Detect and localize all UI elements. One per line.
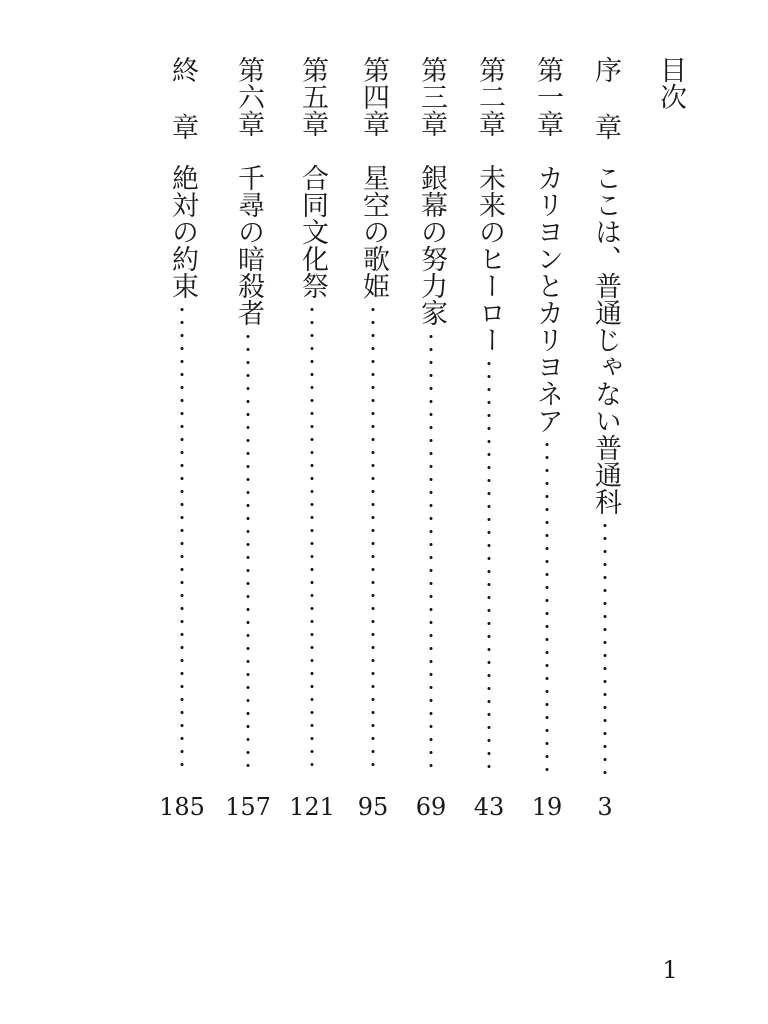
page-number: 121 <box>289 793 335 821</box>
chapter-label: 第六章 <box>233 56 264 137</box>
dot-leader <box>545 438 549 774</box>
chapter-title-row <box>162 164 202 774</box>
dot-leader <box>603 519 607 774</box>
dot-leader <box>429 330 433 774</box>
chapter-title: 星空の歌姫 <box>358 164 389 299</box>
chapter-title: 合同文化祭 <box>297 164 328 299</box>
chapter-title: 銀幕の努力家 <box>416 164 447 326</box>
chapter-title-row <box>585 164 625 774</box>
chapter-label: 終章 <box>167 56 198 170</box>
chapter-title: 千尋の暗殺者 <box>233 164 264 326</box>
chapter-label: 第一章 <box>532 56 563 137</box>
chapter-title-row <box>411 164 451 774</box>
chapter-title: ここは、普通じゃない普通科 <box>590 164 621 515</box>
dot-leader <box>180 303 184 774</box>
dot-leader <box>487 357 491 774</box>
dot-leader <box>371 303 375 774</box>
chapter-label: 第四章 <box>358 56 389 137</box>
chapter-title: カリヨンとカリヨネア <box>532 164 563 434</box>
chapter-label: 第二章 <box>474 56 505 137</box>
page-number: 19 <box>531 793 563 821</box>
dot-leader <box>246 330 250 774</box>
page-number: 3 <box>597 793 613 821</box>
chapter-title-row <box>469 164 509 774</box>
chapter-title-row <box>527 164 567 774</box>
toc-heading: 目次 <box>655 56 686 110</box>
chapter-label: 序章 <box>590 56 621 170</box>
page-number: 95 <box>357 793 389 821</box>
dot-leader <box>310 303 314 774</box>
page-folio: 1 <box>662 956 678 984</box>
chapter-title-row <box>228 164 268 774</box>
chapter-title: 絶対の約束 <box>167 164 198 299</box>
chapter-title-row <box>353 164 393 774</box>
chapter-title-row <box>292 164 332 774</box>
page-number: 185 <box>159 793 205 821</box>
page-number: 69 <box>415 793 447 821</box>
page-number: 157 <box>225 793 271 821</box>
chapter-title: 未来のヒーロー <box>474 164 505 353</box>
chapter-label: 第五章 <box>297 56 328 137</box>
page-number: 43 <box>473 793 505 821</box>
chapter-label: 第三章 <box>416 56 447 137</box>
